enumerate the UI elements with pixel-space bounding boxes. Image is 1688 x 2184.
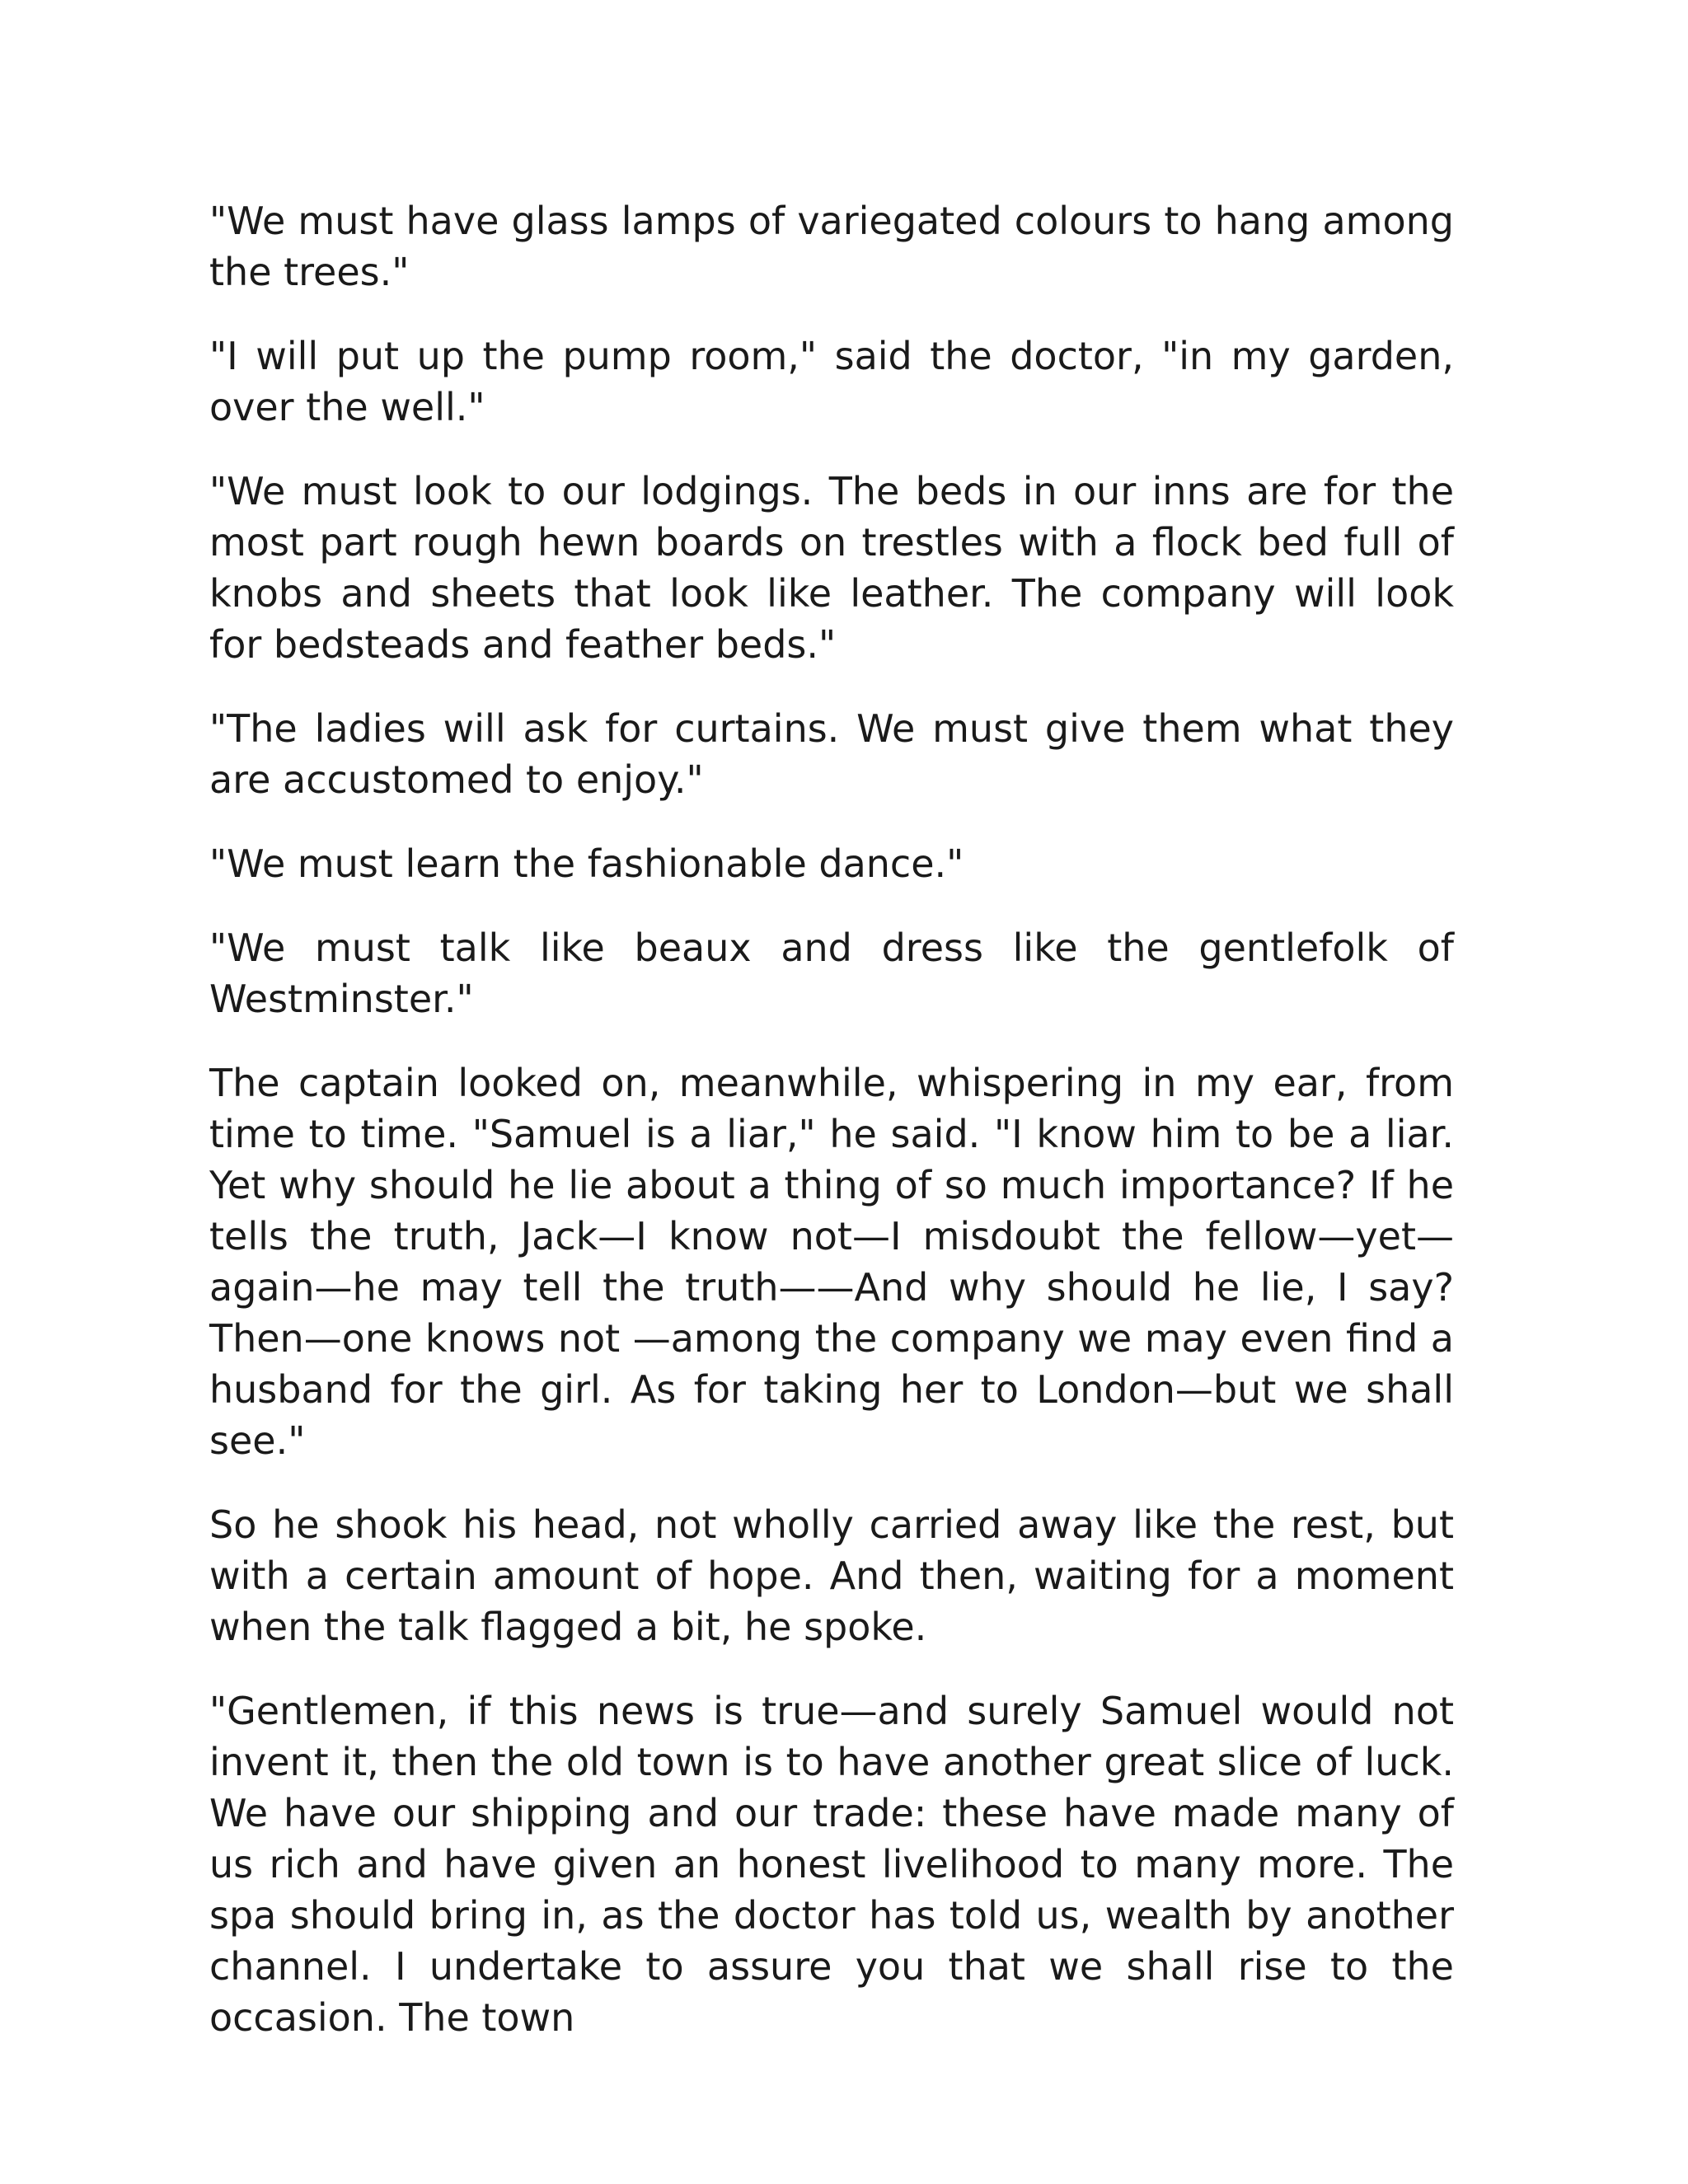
paragraph-4: "The ladies will ask for curtains. We must give them what they are accustomed to enjoy." xyxy=(209,706,1454,802)
paragraph-8: So he shook his head, not wholly carried away like the rest, but with a certain amount of hope. And then, waiting for a moment when the talk flagged a bit, he spoke. xyxy=(209,1502,1454,1649)
paragraph-1: "We must have glass lamps of variegated colours to hang among the trees." xyxy=(209,199,1454,294)
paragraph-7: The captain looked on, meanwhile, whispering in my ear, from time to time. "Samuel is a liar," he said. "I know him to be a liar. Yet why should he lie about a thing of so much importance? If he tells the truth, Jack—I know not—I misdoubt the fellow—yet—again—he may tell the truth——And why should he lie, I say? Then—one knows not —among the company we may even find a husband for the girl. As for taking her to London—but we shall see." xyxy=(209,1061,1454,1463)
paragraph-6: "We must talk like beaux and dress like the gentlefolk of Westminster." xyxy=(209,926,1454,1021)
paragraph-3: "We must look to our lodgings. The beds in our inns are for the most part rough hewn boards on trestles with a flock bed full of knobs and sheets that look like leather. The company will look for bedsteads and feather beds." xyxy=(209,469,1454,667)
paragraph-9: "Gentlemen, if this news is true—and surely Samuel would not invent it, then the old town is to have another great slice of luck. We have our shipping and our trade: these have made many of us rich and have given an honest livelihood to many more. The spa should bring in, as the doctor has told us, wealth by another channel. I undertake to assure you that we shall rise to the occasion. The town xyxy=(209,1689,1454,2040)
body-text xyxy=(209,195,1454,2076)
paragraph-2: "I will put up the pump room," said the doctor, "in my garden, over the well." xyxy=(209,334,1454,429)
paragraph-5: "We must learn the fashionable dance." xyxy=(209,841,964,886)
